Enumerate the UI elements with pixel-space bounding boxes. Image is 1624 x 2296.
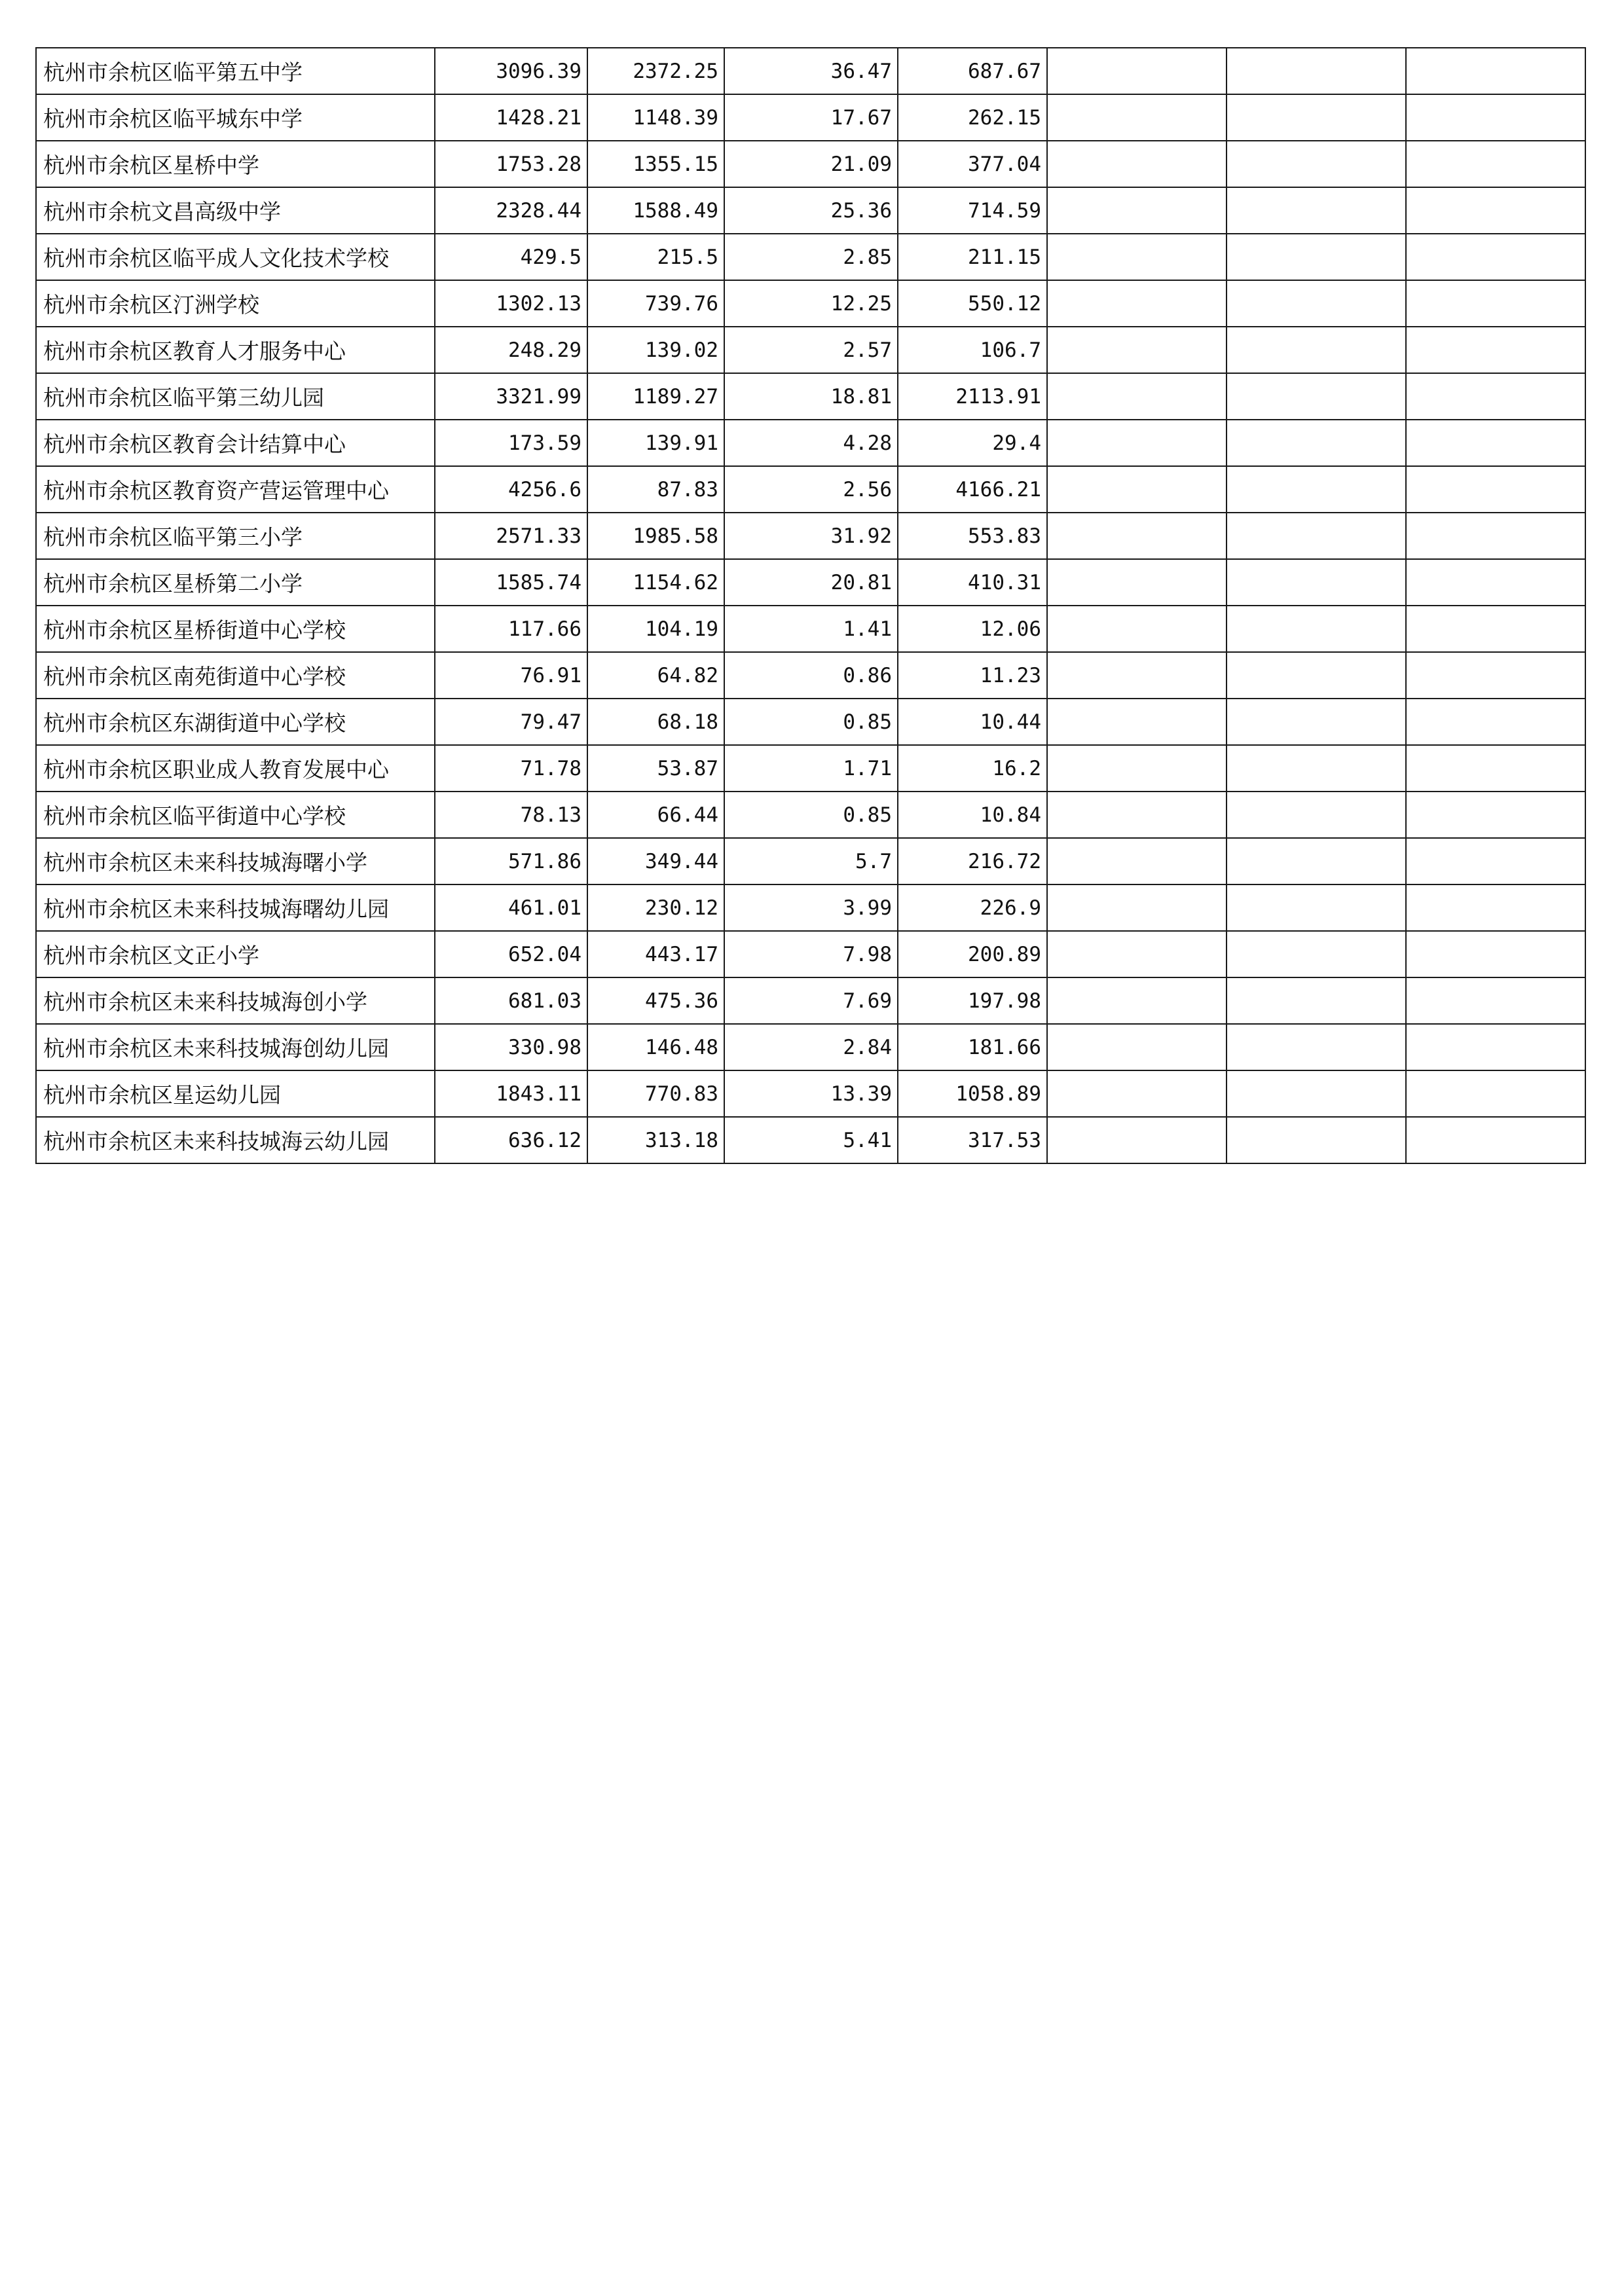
value-cell-3: 2.56	[724, 466, 898, 513]
value-cell-3: 2.85	[724, 234, 898, 280]
value-cell-3: 18.81	[724, 373, 898, 420]
unit-name-cell: 杭州市余杭区教育会计结算中心	[36, 420, 435, 466]
empty-cell	[1227, 652, 1406, 699]
value-cell-1: 76.91	[435, 652, 587, 699]
empty-cell	[1047, 652, 1227, 699]
empty-cell	[1047, 187, 1227, 234]
empty-cell	[1406, 931, 1585, 977]
empty-cell	[1047, 141, 1227, 187]
empty-cell	[1047, 420, 1227, 466]
value-cell-3: 3.99	[724, 884, 898, 931]
empty-cell	[1047, 1024, 1227, 1070]
unit-name-cell: 杭州市余杭区星桥中学	[36, 141, 435, 187]
value-cell-4: 211.15	[898, 234, 1047, 280]
empty-cell	[1406, 606, 1585, 652]
value-cell-4: 29.4	[898, 420, 1047, 466]
empty-cell	[1047, 838, 1227, 884]
value-cell-4: 262.15	[898, 94, 1047, 141]
table-row	[36, 606, 1585, 652]
value-cell-1: 117.66	[435, 606, 587, 652]
value-cell-3: 0.86	[724, 652, 898, 699]
value-cell-1: 461.01	[435, 884, 587, 931]
value-cell-1: 2571.33	[435, 513, 587, 559]
empty-cell	[1047, 559, 1227, 606]
table-row	[36, 699, 1585, 745]
value-cell-4: 16.2	[898, 745, 1047, 792]
empty-cell	[1047, 327, 1227, 373]
empty-cell	[1227, 48, 1406, 94]
empty-cell	[1227, 699, 1406, 745]
value-cell-2: 313.18	[587, 1117, 724, 1163]
table-row	[36, 94, 1585, 141]
table-row	[36, 280, 1585, 327]
empty-cell	[1406, 513, 1585, 559]
empty-cell	[1406, 1070, 1585, 1117]
empty-cell	[1406, 234, 1585, 280]
value-cell-3: 25.36	[724, 187, 898, 234]
value-cell-1: 3321.99	[435, 373, 587, 420]
unit-name-cell: 杭州市余杭区文正小学	[36, 931, 435, 977]
empty-cell	[1227, 977, 1406, 1024]
value-cell-2: 1985.58	[587, 513, 724, 559]
value-cell-1: 1428.21	[435, 94, 587, 141]
value-cell-4: 12.06	[898, 606, 1047, 652]
empty-cell	[1406, 94, 1585, 141]
table-row	[36, 466, 1585, 513]
unit-name-cell: 杭州市余杭区职业成人教育发展中心	[36, 745, 435, 792]
value-cell-1: 330.98	[435, 1024, 587, 1070]
unit-name-cell: 杭州市余杭区临平第五中学	[36, 48, 435, 94]
value-cell-3: 7.69	[724, 977, 898, 1024]
value-cell-3: 31.92	[724, 513, 898, 559]
value-cell-4: 106.7	[898, 327, 1047, 373]
value-cell-1: 4256.6	[435, 466, 587, 513]
value-cell-2: 770.83	[587, 1070, 724, 1117]
empty-cell	[1406, 559, 1585, 606]
value-cell-3: 1.71	[724, 745, 898, 792]
empty-cell	[1406, 280, 1585, 327]
unit-name-cell: 杭州市余杭文昌高级中学	[36, 187, 435, 234]
table-row	[36, 1070, 1585, 1117]
value-cell-1: 681.03	[435, 977, 587, 1024]
empty-cell	[1227, 234, 1406, 280]
value-cell-1: 1302.13	[435, 280, 587, 327]
value-cell-4: 181.66	[898, 1024, 1047, 1070]
value-cell-4: 4166.21	[898, 466, 1047, 513]
unit-name-cell: 杭州市余杭区未来科技城海创小学	[36, 977, 435, 1024]
unit-name-cell: 杭州市余杭区未来科技城海云幼儿园	[36, 1117, 435, 1163]
empty-cell	[1227, 884, 1406, 931]
value-cell-3: 7.98	[724, 931, 898, 977]
value-cell-2: 146.48	[587, 1024, 724, 1070]
value-cell-1: 79.47	[435, 699, 587, 745]
empty-cell	[1047, 884, 1227, 931]
unit-name-cell: 杭州市余杭区未来科技城海创幼儿园	[36, 1024, 435, 1070]
empty-cell	[1047, 373, 1227, 420]
empty-cell	[1227, 280, 1406, 327]
value-cell-2: 68.18	[587, 699, 724, 745]
table-row	[36, 187, 1585, 234]
value-cell-2: 230.12	[587, 884, 724, 931]
value-cell-4: 687.67	[898, 48, 1047, 94]
value-cell-2: 139.91	[587, 420, 724, 466]
empty-cell	[1227, 513, 1406, 559]
value-cell-2: 104.19	[587, 606, 724, 652]
empty-cell	[1047, 977, 1227, 1024]
empty-cell	[1227, 187, 1406, 234]
empty-cell	[1227, 327, 1406, 373]
empty-cell	[1227, 466, 1406, 513]
table-row	[36, 234, 1585, 280]
unit-name-cell: 杭州市余杭区未来科技城海曙幼儿园	[36, 884, 435, 931]
unit-name-cell: 杭州市余杭区临平城东中学	[36, 94, 435, 141]
empty-cell	[1047, 792, 1227, 838]
unit-name-cell: 杭州市余杭区东湖街道中心学校	[36, 699, 435, 745]
value-cell-4: 10.44	[898, 699, 1047, 745]
value-cell-4: 200.89	[898, 931, 1047, 977]
unit-name-cell: 杭州市余杭区临平街道中心学校	[36, 792, 435, 838]
value-cell-4: 2113.91	[898, 373, 1047, 420]
value-cell-2: 1588.49	[587, 187, 724, 234]
value-cell-3: 0.85	[724, 699, 898, 745]
table-row	[36, 1117, 1585, 1163]
value-cell-4: 197.98	[898, 977, 1047, 1024]
empty-cell	[1047, 513, 1227, 559]
value-cell-3: 2.84	[724, 1024, 898, 1070]
empty-cell	[1047, 48, 1227, 94]
table-row	[36, 977, 1585, 1024]
value-cell-3: 21.09	[724, 141, 898, 187]
unit-name-cell: 杭州市余杭区星桥第二小学	[36, 559, 435, 606]
empty-cell	[1227, 838, 1406, 884]
empty-cell	[1406, 420, 1585, 466]
table-row	[36, 652, 1585, 699]
empty-cell	[1227, 559, 1406, 606]
value-cell-2: 349.44	[587, 838, 724, 884]
value-cell-2: 64.82	[587, 652, 724, 699]
empty-cell	[1406, 327, 1585, 373]
value-cell-3: 0.85	[724, 792, 898, 838]
empty-cell	[1406, 48, 1585, 94]
value-cell-3: 12.25	[724, 280, 898, 327]
empty-cell	[1227, 1024, 1406, 1070]
empty-cell	[1227, 141, 1406, 187]
unit-name-cell: 杭州市余杭区教育资产营运管理中心	[36, 466, 435, 513]
budget-table-body	[36, 48, 1585, 1163]
value-cell-2: 139.02	[587, 327, 724, 373]
value-cell-2: 215.5	[587, 234, 724, 280]
value-cell-3: 5.7	[724, 838, 898, 884]
empty-cell	[1406, 699, 1585, 745]
unit-name-cell: 杭州市余杭区星运幼儿园	[36, 1070, 435, 1117]
value-cell-4: 216.72	[898, 838, 1047, 884]
unit-name-cell: 杭州市余杭区星桥街道中心学校	[36, 606, 435, 652]
unit-name-cell: 杭州市余杭区汀洲学校	[36, 280, 435, 327]
table-row	[36, 327, 1585, 373]
table-row	[36, 513, 1585, 559]
value-cell-2: 739.76	[587, 280, 724, 327]
empty-cell	[1227, 373, 1406, 420]
empty-cell	[1406, 977, 1585, 1024]
value-cell-3: 20.81	[724, 559, 898, 606]
empty-cell	[1406, 1024, 1585, 1070]
empty-cell	[1406, 187, 1585, 234]
empty-cell	[1406, 1117, 1585, 1163]
value-cell-1: 71.78	[435, 745, 587, 792]
value-cell-2: 1189.27	[587, 373, 724, 420]
value-cell-2: 1148.39	[587, 94, 724, 141]
value-cell-4: 226.9	[898, 884, 1047, 931]
table-row	[36, 373, 1585, 420]
value-cell-1: 636.12	[435, 1117, 587, 1163]
empty-cell	[1406, 745, 1585, 792]
empty-cell	[1406, 792, 1585, 838]
value-cell-2: 87.83	[587, 466, 724, 513]
value-cell-1: 3096.39	[435, 48, 587, 94]
budget-table	[35, 47, 1586, 1164]
empty-cell	[1047, 1117, 1227, 1163]
value-cell-1: 78.13	[435, 792, 587, 838]
unit-name-cell: 杭州市余杭区南苑街道中心学校	[36, 652, 435, 699]
table-row	[36, 1024, 1585, 1070]
value-cell-1: 2328.44	[435, 187, 587, 234]
unit-name-cell: 杭州市余杭区临平成人文化技术学校	[36, 234, 435, 280]
table-row	[36, 931, 1585, 977]
table-row	[36, 141, 1585, 187]
empty-cell	[1047, 931, 1227, 977]
value-cell-3: 5.41	[724, 1117, 898, 1163]
empty-cell	[1047, 94, 1227, 141]
empty-cell	[1406, 141, 1585, 187]
value-cell-4: 550.12	[898, 280, 1047, 327]
table-row	[36, 48, 1585, 94]
value-cell-3: 17.67	[724, 94, 898, 141]
empty-cell	[1227, 1117, 1406, 1163]
empty-cell	[1406, 652, 1585, 699]
table-row	[36, 792, 1585, 838]
empty-cell	[1227, 420, 1406, 466]
empty-cell	[1047, 466, 1227, 513]
value-cell-4: 410.31	[898, 559, 1047, 606]
empty-cell	[1227, 931, 1406, 977]
value-cell-3: 36.47	[724, 48, 898, 94]
value-cell-2: 1154.62	[587, 559, 724, 606]
empty-cell	[1047, 745, 1227, 792]
table-row	[36, 420, 1585, 466]
table-row	[36, 884, 1585, 931]
value-cell-4: 11.23	[898, 652, 1047, 699]
value-cell-1: 652.04	[435, 931, 587, 977]
value-cell-3: 4.28	[724, 420, 898, 466]
value-cell-3: 1.41	[724, 606, 898, 652]
empty-cell	[1227, 94, 1406, 141]
empty-cell	[1047, 606, 1227, 652]
unit-name-cell: 杭州市余杭区临平第三幼儿园	[36, 373, 435, 420]
unit-name-cell: 杭州市余杭区临平第三小学	[36, 513, 435, 559]
table-row	[36, 838, 1585, 884]
value-cell-1: 1843.11	[435, 1070, 587, 1117]
value-cell-2: 1355.15	[587, 141, 724, 187]
empty-cell	[1047, 1070, 1227, 1117]
value-cell-4: 1058.89	[898, 1070, 1047, 1117]
table-row	[36, 745, 1585, 792]
value-cell-4: 553.83	[898, 513, 1047, 559]
value-cell-2: 2372.25	[587, 48, 724, 94]
value-cell-4: 714.59	[898, 187, 1047, 234]
value-cell-2: 443.17	[587, 931, 724, 977]
value-cell-1: 429.5	[435, 234, 587, 280]
empty-cell	[1227, 606, 1406, 652]
value-cell-2: 475.36	[587, 977, 724, 1024]
empty-cell	[1227, 745, 1406, 792]
empty-cell	[1227, 792, 1406, 838]
table-row	[36, 559, 1585, 606]
value-cell-4: 317.53	[898, 1117, 1047, 1163]
value-cell-1: 571.86	[435, 838, 587, 884]
empty-cell	[1047, 234, 1227, 280]
value-cell-4: 10.84	[898, 792, 1047, 838]
empty-cell	[1227, 1070, 1406, 1117]
value-cell-1: 1753.28	[435, 141, 587, 187]
value-cell-4: 377.04	[898, 141, 1047, 187]
empty-cell	[1047, 280, 1227, 327]
unit-name-cell: 杭州市余杭区教育人才服务中心	[36, 327, 435, 373]
empty-cell	[1406, 838, 1585, 884]
value-cell-1: 1585.74	[435, 559, 587, 606]
unit-name-cell: 杭州市余杭区未来科技城海曙小学	[36, 838, 435, 884]
value-cell-3: 2.57	[724, 327, 898, 373]
value-cell-1: 248.29	[435, 327, 587, 373]
value-cell-2: 66.44	[587, 792, 724, 838]
empty-cell	[1406, 373, 1585, 420]
empty-cell	[1406, 884, 1585, 931]
empty-cell	[1047, 699, 1227, 745]
value-cell-2: 53.87	[587, 745, 724, 792]
value-cell-3: 13.39	[724, 1070, 898, 1117]
empty-cell	[1406, 466, 1585, 513]
value-cell-1: 173.59	[435, 420, 587, 466]
